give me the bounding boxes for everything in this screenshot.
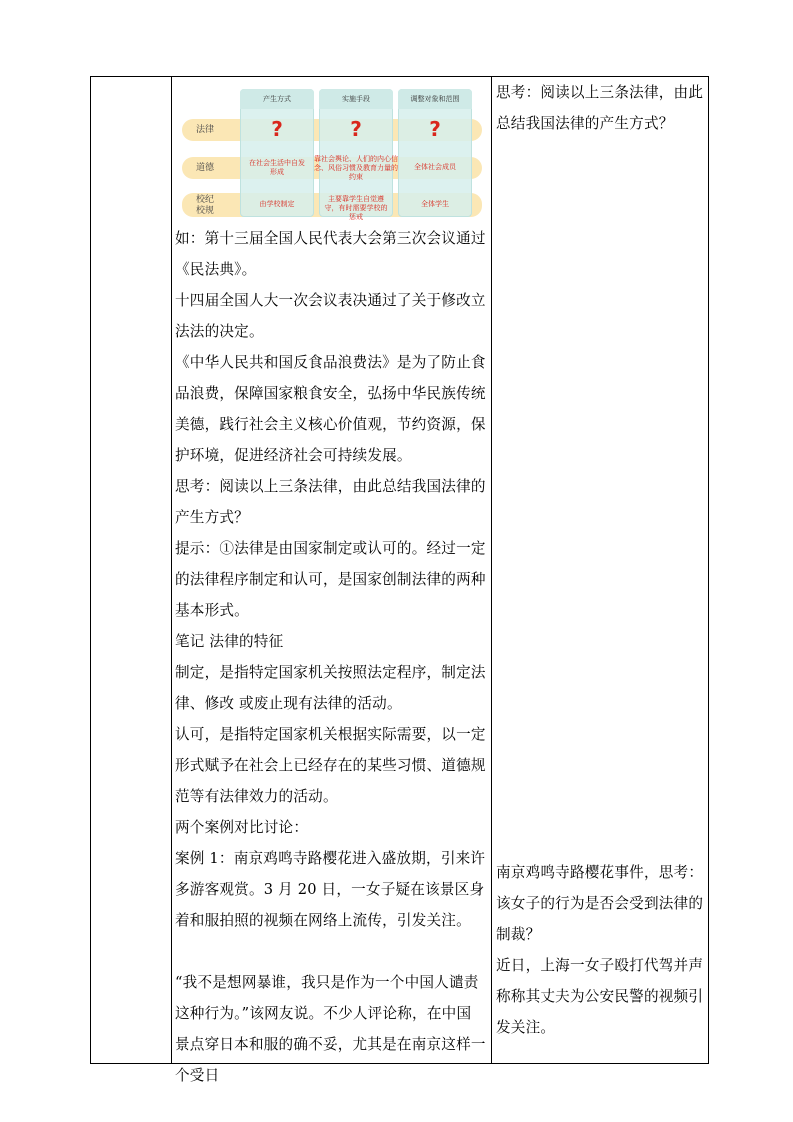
morality-origin-text: 在社会生活中自发形成	[249, 159, 305, 176]
paragraph-case-discussion: 两个案例对比讨论：	[175, 819, 309, 836]
school-scope-text: 全体学生	[421, 200, 449, 208]
diagram-header-means: 实施手段	[319, 89, 393, 109]
paragraph-gap	[172, 936, 490, 967]
paragraph-think-question: 思考：阅读以上三条法律，由此总结我国法律的产生方式？	[175, 478, 486, 526]
diagram-row-label-school-rules: 校纪校规	[196, 195, 215, 216]
column-divider-right	[491, 77, 492, 1063]
paragraph-definition-recognize: 认可，是指特定国家机关根据实际需要，以一定形式赋予在社会上已经存在的某些习惯、道德规范等有法律效力的活动。	[175, 726, 486, 805]
diagram-header-origin: 产生方式	[240, 89, 314, 109]
side-think-question: 思考：阅读以上三条法律，由此总结我国法律的产生方式？	[496, 84, 704, 132]
side-case-question: 南京鸡鸣寺路樱花事件，思考：该女子的行为是否会受到法律的制裁？	[496, 864, 704, 943]
side-notes-top	[493, 77, 708, 139]
paragraph-food-waste-law: 《中华人民共和国反食品浪费法》是为了防止食品浪费，保障国家粮食安全，弘扬中华民族传统美德，践行社会主义核心价值观，节约资源，保护环境，促进经济社会可持续发展。	[175, 354, 486, 464]
side-notes-cell	[493, 77, 708, 1063]
side-case-news: 近日，上海一女子殴打代驾并声称称其丈夫为公安民警的视频引发关注。	[496, 957, 704, 1036]
paragraph-notes-heading: 笔记 法律的特征	[175, 633, 284, 650]
diagram-row-label-law: 法律	[196, 125, 215, 135]
school-means-text: 主要靠学生自觉遵守，有时需要学校的惩戒	[324, 195, 388, 221]
diagram-header-scope: 调整对象和范围	[398, 89, 472, 109]
school-origin-text: 由学校制定	[259, 200, 295, 208]
question-mark-origin: ?	[271, 117, 283, 141]
lesson-table	[90, 76, 709, 1084]
paragraph-netizen-quote: “我不是想网暴谁，我只是作为一个中国人谴责这种行为。”该网友说。不少人评论称，在中国景点穿日本和服的确不妥，尤其是在南京这样一个受日	[175, 974, 486, 1084]
question-mark-means: ?	[350, 117, 362, 141]
question-mark-scope: ?	[429, 117, 441, 141]
comparison-diagram	[182, 89, 482, 221]
main-text-body	[172, 223, 490, 1091]
paragraph-case-1: 案例 1：南京鸡鸣寺路樱花进入盛放期，引来许多游客观赏。3 月 20 日，一女子疑在该景区身着和服拍照的视频在网络上流传，引发关注。	[175, 850, 486, 929]
diagram-row-label-morality: 道德	[196, 163, 215, 173]
paragraph-definition-enact: 制定，是指特定国家机关按照法定程序，制定法律、修改 或废止现有法律的活动。	[175, 664, 486, 712]
paragraph-civil-code: 如：第十三届全国人民代表大会第三次会议通过《民法典》。	[175, 230, 486, 278]
side-notes-bottom	[493, 857, 708, 1043]
morality-scope-text: 全体社会成员	[414, 163, 456, 171]
morality-means-text: 靠社会舆论、人们的内心信念、风俗习惯及教育力量的约束	[314, 155, 398, 181]
paragraph-hint: 提示：①法律是由国家制定或认可的。经过一定的法律程序制定和认可，是国家创制法律的两种基本形式。	[175, 540, 486, 619]
paragraph-legislation-law: 十四届全国人大一次会议表决通过了关于修改立法法的决定。	[175, 292, 486, 340]
main-content-cell	[172, 77, 490, 1084]
